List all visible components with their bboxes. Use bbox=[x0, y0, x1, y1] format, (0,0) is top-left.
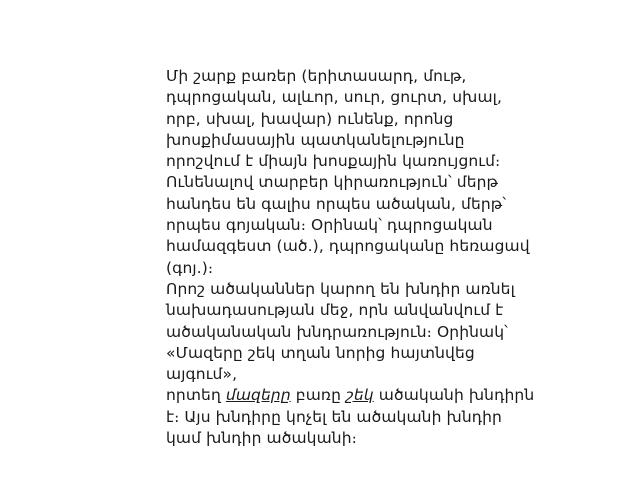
example-word-2: շեկ bbox=[346, 386, 374, 405]
paragraph-3 bbox=[166, 385, 536, 449]
example-word-1: մազերը bbox=[225, 386, 291, 405]
p3-suffix: ածականի խնդիրն է։ Այս խնդիրը կոչել են ածականի խնդիր կամ խնդիր ածականի։ bbox=[166, 386, 535, 448]
body-text bbox=[166, 66, 536, 449]
paragraph-2: Որոշ ածականներ կարող են խնդիր առնել նախադասության մեջ, որն անվանվում է ածականական խնդրառություն։ Օրինակ՝ «Մազերը շեկ տղան նորից հայտնվեց այգում», bbox=[166, 279, 515, 384]
paragraph-1: Մի շարք բառեր (երիտասարդ, մութ, դպրոցական, ալևոր, սուր, ցուրտ, սխալ, որբ, սխալ, խավար) ունենք, որոնց խոսքիմասային պատկանելությունը որոշվում է միայն խոսքային կառույցում։ Ունենալով տարբեր կիրառություն՝ մերթ հանդես են գալիս որպես ածական, մերթ՝ որպես գոյական։ Օրինակ՝ դպրոցական համազգեստ (ած.), դպրոցականը հեռացավ (գոյ.)։ bbox=[166, 67, 530, 277]
p3-mid: բառը bbox=[290, 386, 347, 405]
p3-prefix: որտեղ bbox=[166, 386, 226, 405]
